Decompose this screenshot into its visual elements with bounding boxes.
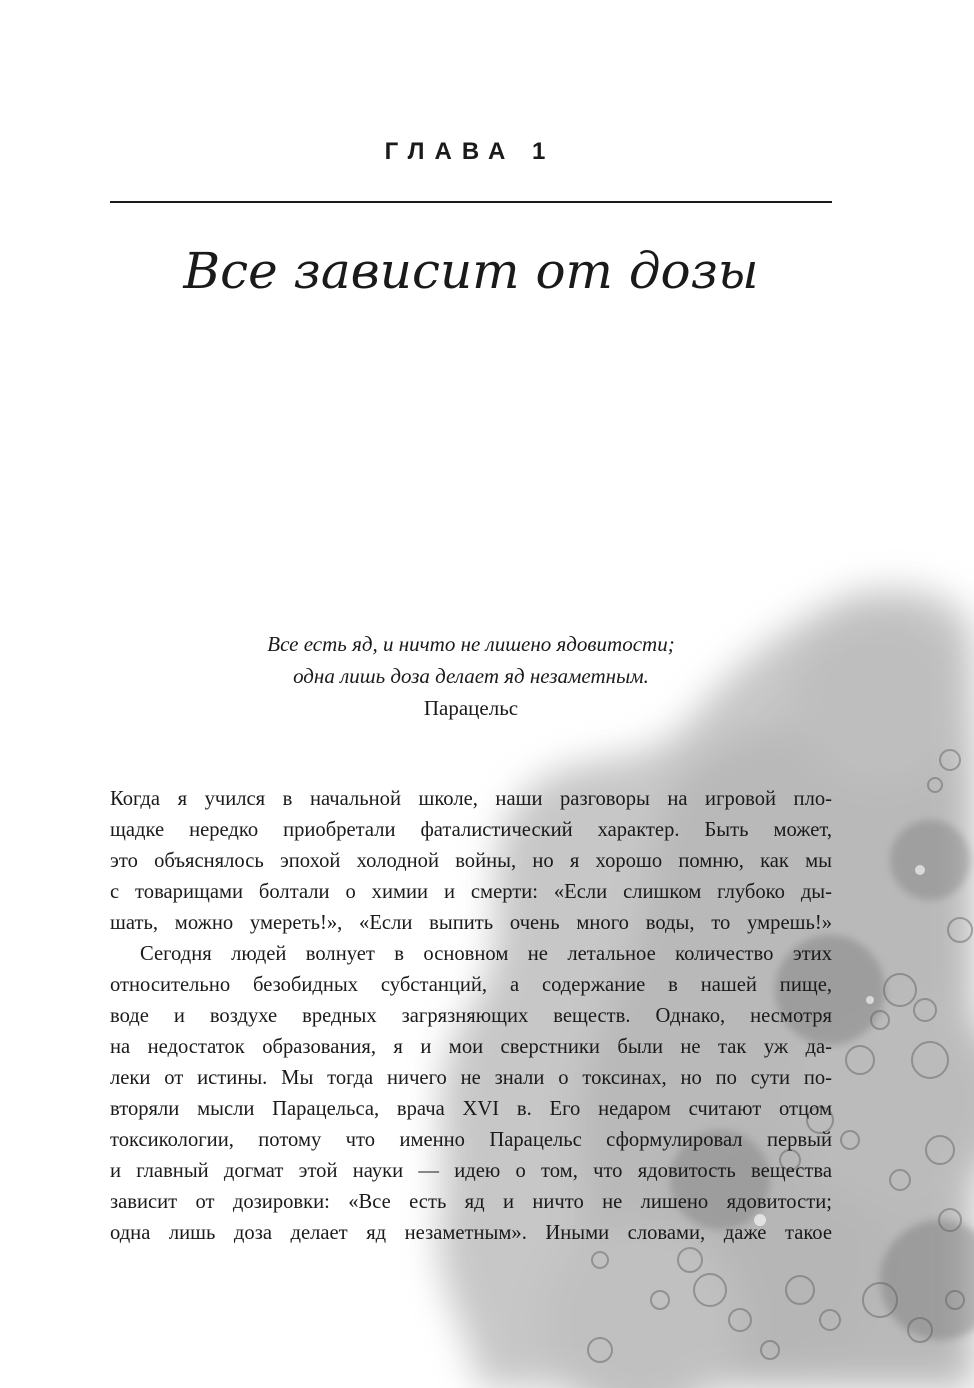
text-line: это объяснялось эпохой холодной войны, но я хорошо помню, как мы bbox=[110, 850, 832, 872]
text-line: и главный догмат этой науки — идею о том, что ядовитость вещества bbox=[110, 1160, 832, 1182]
body-text bbox=[110, 784, 832, 1249]
text-line: на недостаток образования, я и мои сверстники были не так уж да- bbox=[110, 1036, 832, 1058]
text-line: щадке нередко приобретали фаталистический характер. Быть может, bbox=[110, 819, 832, 841]
text-line: одна лишь доза делает яд незаметным». Иными словами, даже такое bbox=[110, 1222, 832, 1244]
text-line: леки от истины. Мы тогда ничего не знали о токсинах, но по сути по- bbox=[110, 1067, 832, 1089]
text-line: токсикологии, потому что именно Парацельс сформулировал первый bbox=[110, 1129, 832, 1151]
text-line: Когда я учился в начальной школе, наши разговоры на игровой пло- bbox=[110, 788, 832, 810]
epigraph-author: Парацельс bbox=[423, 696, 519, 720]
text-line: вторяли мысли Парацельса, врача XVI в. Его недаром считают отцом bbox=[110, 1098, 832, 1120]
text-line: зависит от дозировки: «Все есть яд и ничто не лишено ядовитости; bbox=[110, 1191, 832, 1213]
chapter-label: ГЛАВА 1 bbox=[384, 138, 556, 165]
text-line: шать, можно умереть!», «Если выпить очень много воды, то умрешь!» bbox=[110, 912, 832, 934]
text-line: воде и воздухе вредных загрязняющих веществ. Однако, несмотря bbox=[110, 1005, 832, 1027]
text-line: относительно безобидных субстанций, а содержание в нашей пище, bbox=[110, 974, 832, 996]
text-line: Сегодня людей волнует в основном не летальное количество этих bbox=[140, 943, 832, 965]
epigraph-line-1: Все есть яд, и ничто не лишено ядовитости; bbox=[267, 632, 675, 656]
chapter-divider bbox=[110, 201, 832, 203]
text-line: с товарищами болтали о химии и смерти: «Если слишком глубоко ды- bbox=[110, 881, 832, 903]
epigraph-line-2: одна лишь доза делает яд незаметным. bbox=[293, 664, 649, 688]
epigraph bbox=[110, 628, 832, 724]
chapter-title: Все зависит от дозы bbox=[183, 242, 759, 300]
